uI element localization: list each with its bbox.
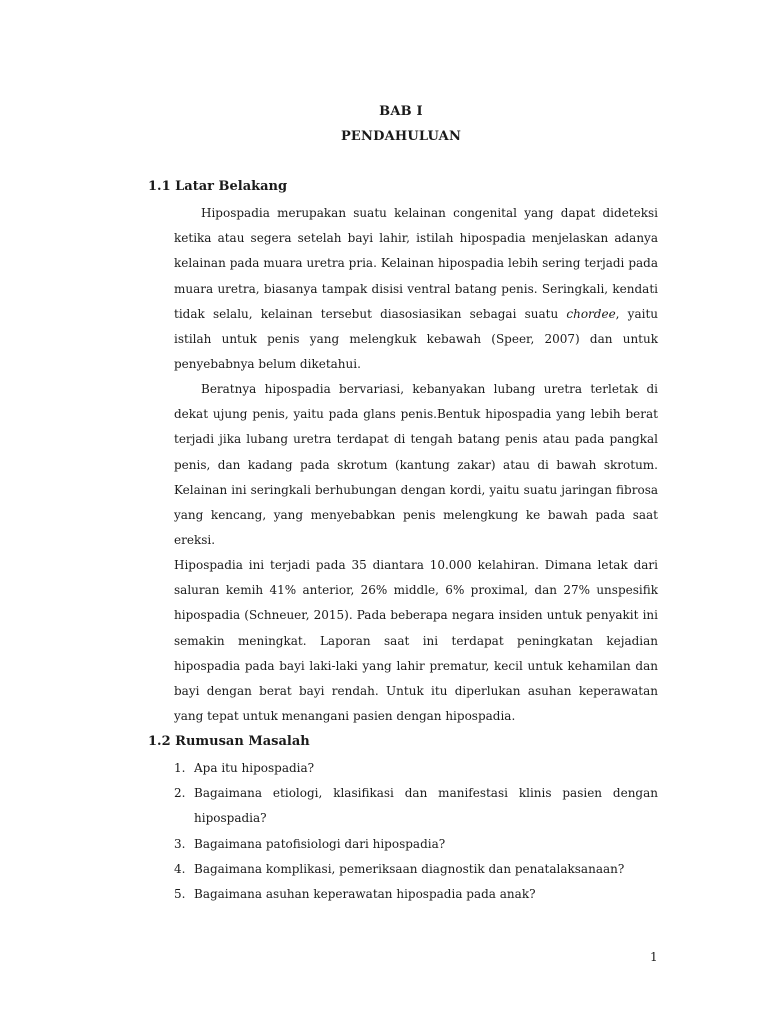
chapter-title: PENDAHULUAN — [340, 129, 462, 144]
list-item — [174, 882, 658, 907]
paragraph-1-italic-term: chordee — [566, 306, 616, 321]
list-item-number: 2. — [174, 786, 186, 801]
chapter-number: BAB I — [379, 104, 423, 119]
paragraph-1-text-a: Hipospadia merupakan suatu kelainan congenital yang dapat dideteksi ketika atau segera setelah bayi lahir, istilah hipospadia menjelaskan adanya kelainan pada muara uretra pria. Kelainan hipospadia lebih sering terjadi pada muara uretra, biasanya tampak disisi ventral batang penis. Seringkali, kendati tidak selalu, kelainan tersebut diasosiasikan sebagai suatu — [174, 206, 658, 321]
list-item — [174, 781, 658, 831]
section-heading-latar-belakang: 1.1 Latar Belakang — [148, 179, 288, 194]
list-item-number: 5. — [174, 887, 186, 902]
list-item-text: Bagaimana asuhan keperawatan hipospadia pada anak? — [194, 887, 536, 902]
list-item — [174, 756, 658, 781]
list-item-text: Bagaimana patofisiologi dari hipospadia? — [194, 836, 446, 851]
list-item — [174, 832, 658, 857]
list-item-text: Apa itu hipospadia? — [194, 761, 315, 775]
paragraph-1 — [174, 201, 658, 377]
page-number: 1 — [650, 950, 658, 964]
paragraph-3: Hipospadia ini terjadi pada 35 diantara 10.000 kelahiran. Dimana letak dari saluran kemih 41% anterior, 26% middle, 6% proximal, dan 27% unspesifik hipospadia (Schneuer, 2015). Pada beberapa negara insiden untuk penyakit ini semakin meningkat. Laporan saat ini terdapat peningkatan kejadian hipospadia pada bayi laki-laki yang lahir prematur, kecil untuk kehamilan dan bayi dengan berat bayi rendah. Untuk itu diperlukan asuhan keperawatan yang tepat untuk menangani pasien dengan hipospadia. — [174, 558, 658, 724]
list-item — [174, 857, 658, 882]
list-item-number: 3. — [174, 836, 186, 851]
list-item-text: Bagaimana komplikasi, pemeriksaan diagnostik dan penatalaksanaan? — [194, 861, 625, 876]
section-heading-rumusan-masalah: 1.2 Rumusan Masalah — [148, 734, 310, 749]
problem-list — [174, 756, 658, 907]
paragraph-1-text-b: , yaitu istilah untuk penis yang melengkuk kebawah (Speer, 2007) dan untuk penyebabnya belum diketahui. — [174, 306, 658, 372]
list-item-text: Bagaimana etiologi, klasifikasi dan manifestasi klinis pasien dengan hipospadia? — [194, 786, 658, 826]
list-item-number: 1. — [174, 761, 186, 775]
list-item-number: 4. — [174, 861, 186, 876]
paragraph-2: Beratnya hipospadia bervariasi, kebanyakan lubang uretra terletak di dekat ujung penis, yaitu pada glans penis.Bentuk hipospadia yang lebih berat terjadi jika lubang uretra terdapat di tengah batang penis atau pada pangkal penis, dan kadang pada skrotum (kantung zakar) atau di bawah skrotum. Kelainan ini seringkali berhubungan dengan kordi, yaitu suatu jaringan fibrosa yang kencang, yang menyebabkan penis melengkung ke bawah pada saat ereksi. — [174, 382, 658, 548]
